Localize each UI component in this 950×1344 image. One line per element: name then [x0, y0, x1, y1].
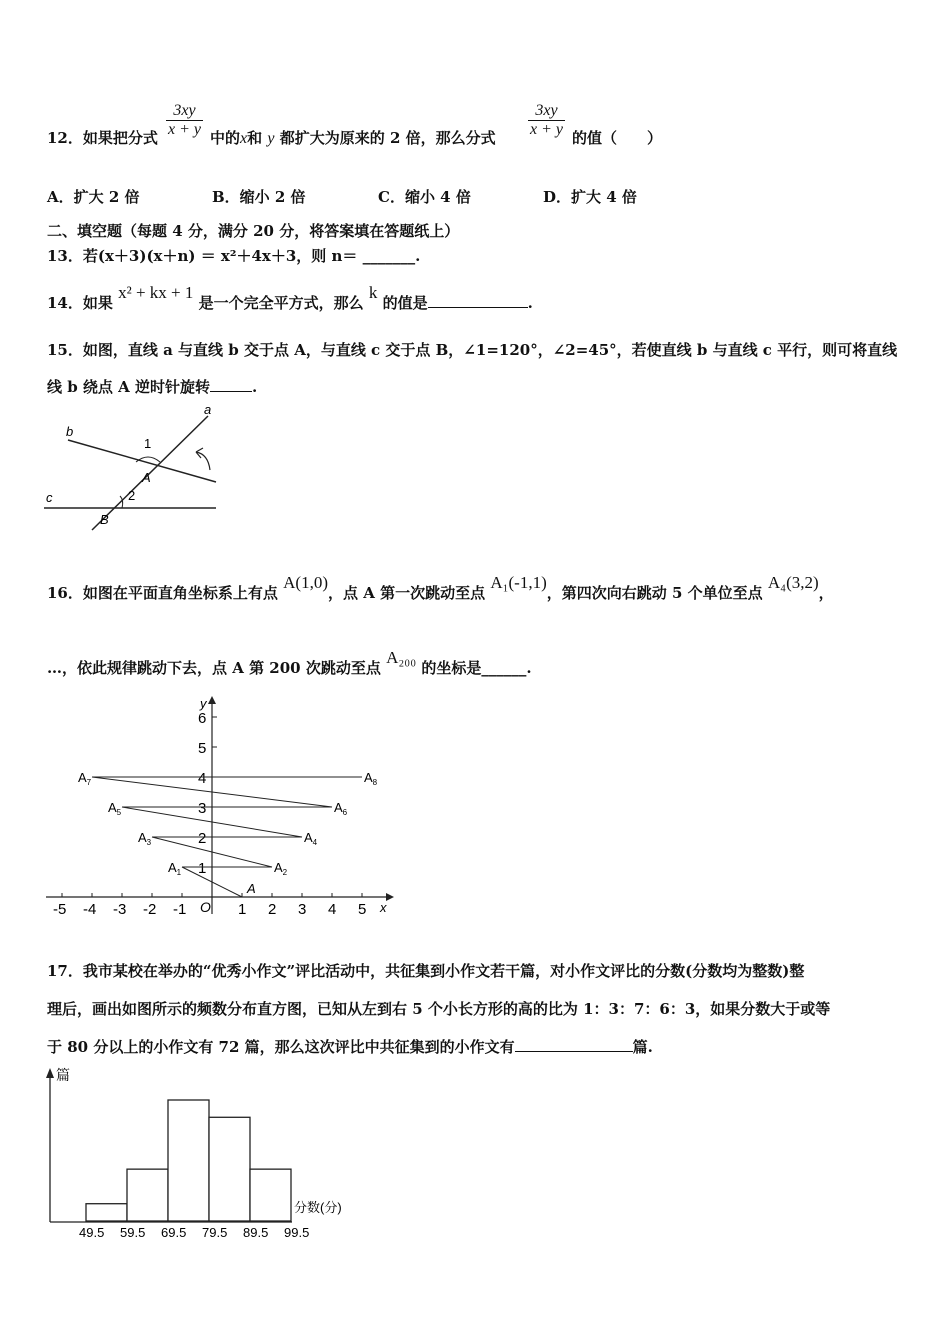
- x-tick-label: 2: [268, 901, 277, 918]
- q12-middle: [210, 127, 496, 148]
- point-label-a3: $A_3$: [138, 830, 152, 847]
- q12-frac1-denominator: x + y: [168, 121, 201, 138]
- hist-tick-label: 99.5: [284, 1225, 310, 1240]
- q16-mid1: ，点 A 第一次跳动至点: [327, 584, 486, 602]
- point-label-a1: $A_1$: [168, 860, 182, 877]
- q15-figure: [40, 400, 225, 535]
- coord-ticks: [53, 710, 366, 918]
- x-tick-label: 4: [328, 901, 337, 918]
- origin-label: O: [200, 899, 211, 915]
- q13-text: 13．若(x＋3)(x＋n) ＝ x²＋4x＋3，则 n＝ _______.: [47, 247, 421, 265]
- hist-bar: [168, 1100, 209, 1221]
- q17-histogram: [40, 1064, 370, 1244]
- q15-line2-end: .: [252, 378, 258, 396]
- q17-line3: [47, 1036, 653, 1057]
- q12-fraction-1: [166, 102, 203, 139]
- q12-frac1-numerator: 3xy: [173, 102, 196, 119]
- hist-bar: [250, 1169, 291, 1221]
- x-tick-label: 3: [298, 901, 307, 918]
- q12-prefix: 12．如果把分式: [47, 129, 158, 147]
- x-axis-label: x: [380, 900, 387, 915]
- point-label-a6: $A_6$: [334, 800, 348, 817]
- q12-option-c: C．缩小 4 倍: [378, 188, 471, 206]
- hist-tick-labels: [79, 1225, 309, 1240]
- q16-end1: ，: [818, 584, 834, 602]
- label-point-b: B: [100, 512, 109, 527]
- q14-suffix: 的值是: [382, 294, 428, 312]
- y-tick-label: 5: [198, 740, 207, 757]
- hist-y-arrow-icon: [46, 1068, 54, 1078]
- label-point-a: A: [142, 470, 151, 485]
- q16-line1: [47, 573, 834, 603]
- q12-fraction-2: [528, 102, 565, 139]
- hist-bar: [86, 1204, 127, 1221]
- q16-line2: [47, 648, 532, 678]
- q16-point-a200: A₂₀₀: [386, 648, 417, 667]
- q12-frac2-numerator: 3xy: [535, 102, 558, 119]
- q17-line1: 17．我市某校在举办的“优秀小作文”评比活动中，共征集到小作文若干篇，对小作文评比的分数(分数均为整数)整: [47, 962, 805, 980]
- q14-prefix: 14．如果: [47, 294, 113, 312]
- x-tick-label: -3: [113, 901, 127, 918]
- y-tick-label: 4: [198, 770, 207, 787]
- q15-answer-blank[interactable]: [210, 391, 252, 392]
- point-label-a4: $A_4$: [304, 830, 318, 847]
- x-axis-arrow-icon: [386, 893, 394, 901]
- q16-coordinate-figure: [40, 692, 400, 924]
- q12-mid2: 和: [247, 129, 263, 147]
- q12-line: [47, 127, 158, 148]
- q17-answer-blank[interactable]: [515, 1051, 633, 1052]
- q15-line2: [47, 376, 257, 397]
- q14-mid: 是一个完全平方式，那么: [198, 294, 364, 312]
- hist-tick-label: 49.5: [79, 1225, 105, 1240]
- q12-option-d: D．扩大 4 倍: [543, 188, 637, 206]
- y-tick-label: 6: [198, 710, 207, 727]
- angle-1-arc: [136, 457, 160, 462]
- hist-tick-label: 89.5: [243, 1225, 269, 1240]
- point-label-a2: $A_2$: [274, 860, 288, 877]
- point-label-a8: $A_8$: [364, 770, 378, 787]
- q12-option-a: A．扩大 2 倍: [47, 188, 140, 206]
- q14-end: .: [527, 294, 533, 312]
- x-tick-label: -4: [83, 901, 97, 918]
- q16-point-a: A(1,0): [283, 573, 328, 592]
- hist-bars: [86, 1100, 291, 1221]
- q12-var-y: y: [267, 130, 275, 147]
- q14-expression: x² + kx + 1: [118, 283, 194, 302]
- q15-line2-prefix: 线 b 绕点 A 逆时针旋转: [47, 378, 211, 396]
- x-tick-label: 5: [358, 901, 367, 918]
- hist-tick-label: 69.5: [161, 1225, 187, 1240]
- hist-bar: [209, 1117, 250, 1221]
- q15-line1: 15．如图，直线 a 与直线 b 交于点 A，与直线 c 交于点 B，∠1=120°，∠2=45°，若使直线 b 与直线 c 平行，则可将直线: [47, 341, 898, 359]
- y-axis-label: y: [200, 696, 207, 711]
- point-label-a: A: [247, 881, 256, 896]
- hist-bar: [127, 1169, 168, 1221]
- x-tick-label: 1: [238, 901, 247, 918]
- y-axis-arrow-icon: [208, 696, 216, 704]
- label-angle-2: 2: [128, 488, 136, 503]
- y-tick-label: 2: [198, 830, 207, 847]
- hist-y-label: 篇: [56, 1067, 70, 1083]
- q12-mid1: 中的: [210, 129, 241, 147]
- label-angle-1: 1: [144, 436, 152, 451]
- q14-var-k: k: [368, 283, 378, 302]
- q12-mid3: 都扩大为原来的 2 倍，那么分式: [279, 129, 496, 147]
- label-c: c: [46, 490, 53, 505]
- x-tick-label: -1: [173, 901, 187, 918]
- q14-line: [47, 283, 533, 313]
- y-tick-label: 1: [198, 860, 207, 877]
- label-a: a: [204, 402, 212, 417]
- q16-point-a4: A₄(3,2): [767, 573, 819, 592]
- x-tick-label: -2: [143, 901, 157, 918]
- hist-tick-label: 59.5: [120, 1225, 146, 1240]
- q16-line2-prefix: …，依此规律跳动下去，点 A 第 200 次跳动至点: [47, 659, 381, 677]
- q16-prefix: 16．如图在平面直角坐标系上有点: [47, 584, 278, 602]
- x-tick-label: -5: [53, 901, 67, 918]
- q16-point-a1: A₁(-1,1): [490, 573, 547, 592]
- point-labels: [78, 770, 378, 896]
- jump-path: [92, 777, 362, 897]
- q16-mid2: ，第四次向右跳动 5 个单位至点: [546, 584, 763, 602]
- hist-x-label: 分数(分): [294, 1200, 342, 1215]
- q17-line3-suffix: 篇.: [632, 1038, 653, 1056]
- q17-line2: 理后，画出如图所示的频数分布直方图，已知从左到右 5 个小长方形的高的比为 1：3：7：6：3，如果分数大于或等: [47, 1000, 831, 1018]
- hist-tick-label: 79.5: [202, 1225, 228, 1240]
- y-tick-label: 3: [198, 800, 207, 817]
- q16-line2-suffix: 的坐标是______.: [421, 659, 532, 677]
- q12-option-b: B．缩小 2 倍: [212, 188, 306, 206]
- point-label-a5: $A_5$: [108, 800, 122, 817]
- q12-var-x: x: [240, 130, 248, 147]
- q17-line3-prefix: 于 80 分以上的小作文有 72 篇，那么这次评比中共征集到的小作文有: [47, 1038, 515, 1056]
- q12-suffix: 的值（ ）: [572, 129, 663, 147]
- q12-frac2-denominator: x + y: [530, 121, 563, 138]
- label-b: b: [66, 424, 74, 439]
- point-label-a7: $A_7$: [78, 770, 92, 787]
- q14-answer-blank[interactable]: [428, 307, 528, 308]
- section-heading: 二、填空题（每题 4 分，满分 20 分，将答案填在答题纸上）: [47, 222, 460, 240]
